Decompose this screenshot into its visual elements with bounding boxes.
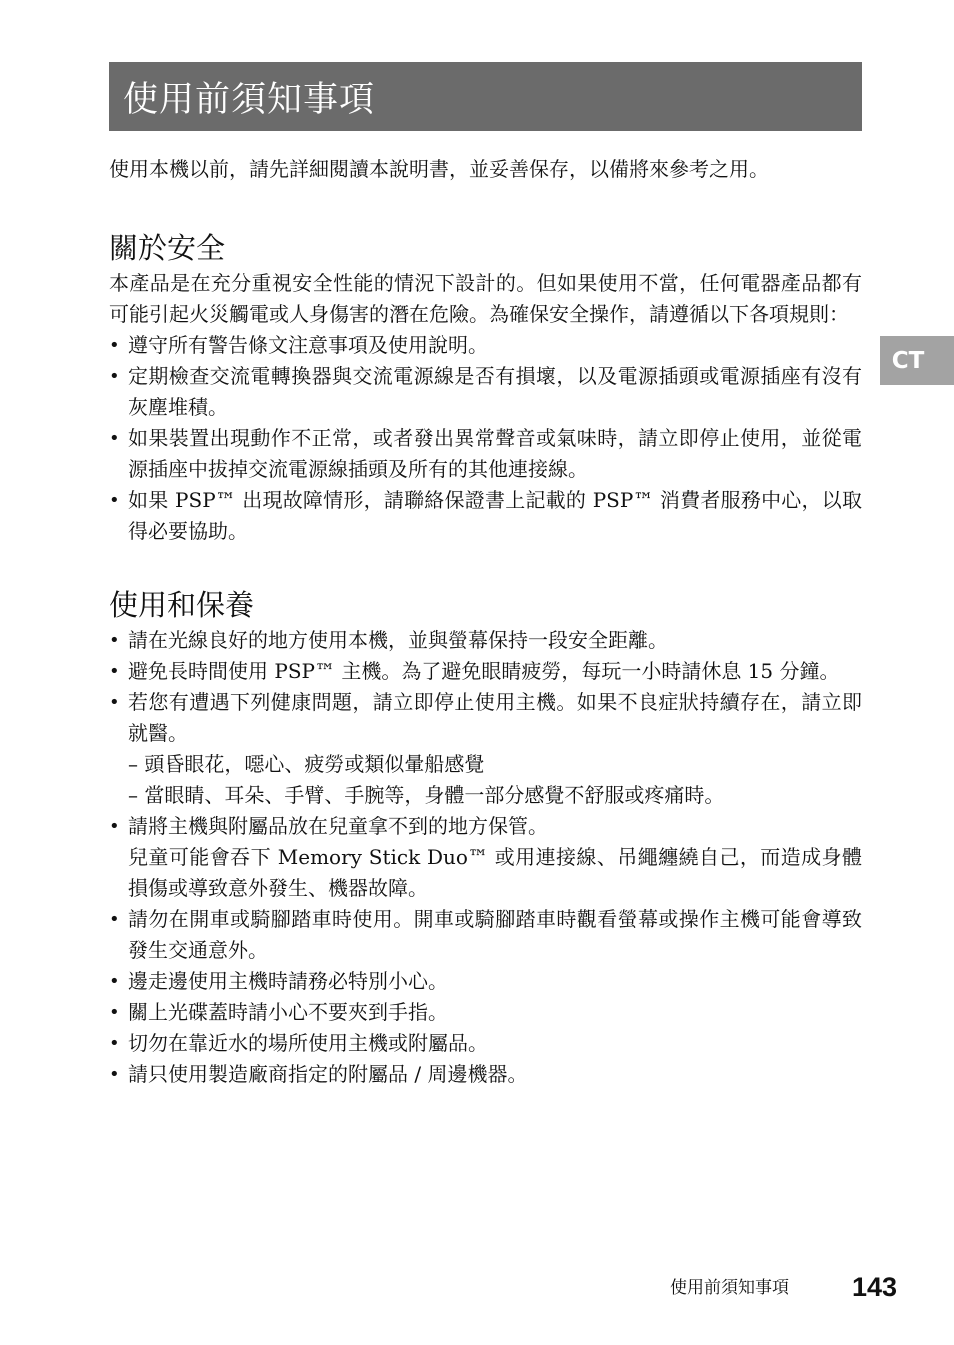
care-bullet: • 關上光碟蓋時請小心不要夾到手指。 (109, 997, 862, 1028)
care-section (109, 585, 862, 1090)
safety-heading: 關於安全 (109, 231, 226, 265)
safety-bullet: • 如果 PSP™ 出現故障情形，請聯絡保證書上記載的 PSP™ 消費者服務中心，以取得必要協助。 (109, 485, 862, 547)
page-title: 使用前須知事項 (123, 79, 376, 120)
care-bullet: • 請在光線良好的地方使用本機，並與螢幕保持一段安全距離。 (109, 625, 862, 656)
intro-paragraph: 使用本機以前，請先詳細閱讀本說明書，並妥善保存，以備將來參考之用。 (109, 157, 769, 181)
care-bullet: • 切勿在靠近水的場所使用主機或附屬品。 (109, 1028, 862, 1059)
safety-bullet: • 如果裝置出現動作不正常，或者發出異常聲音或氣味時，請立即停止使用，並從電源插座中拔掉交流電源線插頭及所有的其他連接線。 (109, 423, 862, 485)
care-bullet-text: • 請將主機與附屬品放在兒童拿不到的地方保管。 (128, 814, 548, 838)
care-bullet-extra: 兒童可能會吞下 Memory Stick Duo™ 或用連接線、吊繩纏繞自己，而造成身體損傷或導致意外發生、機器故障。 (128, 845, 862, 900)
safety-paragraph: 本產品是在充分重視安全性能的情況下設計的。但如果使用不當，任何電器產品都有可能引起火災觸電或人身傷害的潛在危險。為確保安全操作，請遵循以下各項規則： (109, 271, 862, 326)
footer-label: 使用前須知事項 (670, 1278, 789, 1298)
care-bullet: • 若您有遭遇下列健康問題，請立即停止使用主機。如果不良症狀持續存在，請立即就醫。 (109, 687, 862, 749)
care-bullet: • 請只使用製造廠商指定的附屬品 / 周邊機器。 (109, 1059, 862, 1090)
page-content (109, 154, 862, 1090)
care-bullet (109, 811, 862, 904)
safety-section (109, 228, 862, 547)
safety-bullet: • 定期檢查交流電轉換器與交流電源線是否有損壞，以及電源插頭或電源插座有沒有灰塵堆積。 (109, 361, 862, 423)
care-dash-item: – 頭昏眼花，噁心、疲勞或類似暈船感覺 (128, 752, 485, 776)
language-tab: CT (880, 336, 954, 385)
title-bar (109, 62, 862, 131)
page-number: 143 (852, 1272, 898, 1302)
care-heading: 使用和保養 (109, 588, 255, 622)
care-bullet: • 請勿在開車或騎腳踏車時使用。開車或騎腳踏車時觀看螢幕或操作主機可能會導致發生交通意外。 (109, 904, 862, 966)
care-bullet: • 邊走邊使用主機時請務必特別小心。 (109, 966, 862, 997)
care-bullet: • 避免長時間使用 PSP™ 主機。為了避免眼睛疲勞，每玩一小時請休息 15 分鐘。 (109, 656, 862, 687)
safety-bullet: • 遵守所有警告條文注意事項及使用說明。 (109, 330, 862, 361)
care-dash-item: – 當眼睛、耳朵、手臂、手腕等，身體一部分感覺不舒服或疼痛時。 (128, 783, 725, 807)
